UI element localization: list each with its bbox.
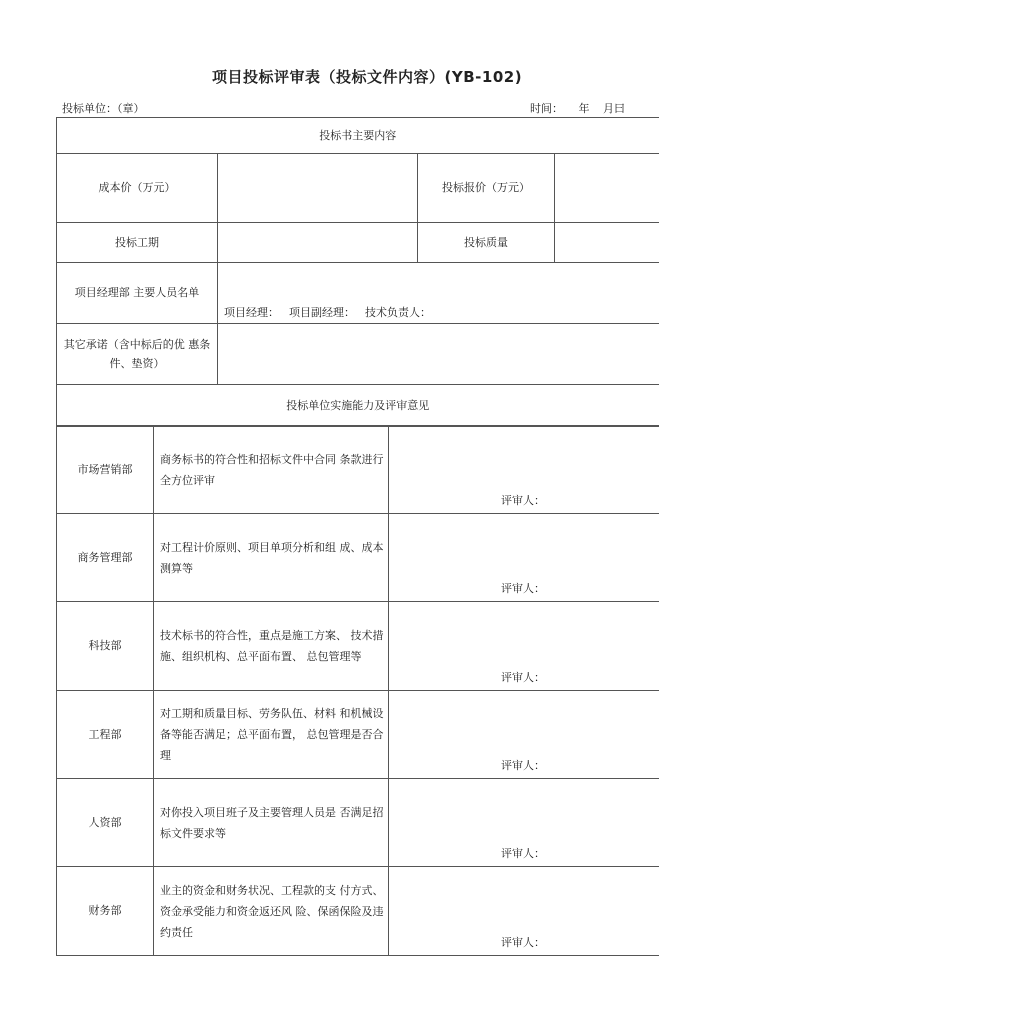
dept-desc: 业主的资金和财务状况、工程款的支 付方式、资金承受能力和资金返还风 险、保函保险及违约责任 <box>154 867 389 956</box>
reviewer-label: 评审人： <box>501 759 545 772</box>
reviewer-label: 评审人： <box>501 671 545 684</box>
reviewer-label: 评审人： <box>501 582 545 595</box>
quality-value-field[interactable] <box>555 223 659 263</box>
dept-label: 科技部 <box>57 602 154 691</box>
dept-label: 人资部 <box>57 779 154 867</box>
year-label: 年 <box>578 102 590 115</box>
table-row <box>57 426 659 514</box>
review-form-table <box>56 117 659 427</box>
dept-desc: 商务标书的符合性和招标文件中合同 条款进行全方位评审 <box>154 426 389 514</box>
reviewer-label: 评审人： <box>501 494 545 507</box>
period-label: 投标工期 <box>57 223 218 263</box>
review-opinion-field[interactable] <box>389 602 659 691</box>
table-row <box>57 514 659 602</box>
dept-desc: 技术标书的符合性，重点是施工方案、 技术措施、组织机构、总平面布置、 总包管理等 <box>154 602 389 691</box>
pm-label: 项目经理： <box>224 306 279 319</box>
review-opinion-field[interactable] <box>389 779 659 867</box>
dept-label: 工程部 <box>57 691 154 779</box>
section2-header: 投标单位实施能力及评审意见 <box>57 385 659 427</box>
period-value-field[interactable] <box>218 223 418 263</box>
review-opinion-field[interactable] <box>389 691 659 779</box>
table-row <box>57 691 659 779</box>
tech-lead-label: 技术负责人： <box>365 306 431 319</box>
review-opinion-field[interactable] <box>389 867 659 956</box>
deputy-pm-label: 项目副经理： <box>289 306 355 319</box>
bid-price-value-field[interactable] <box>555 154 659 223</box>
bidder-label: 投标单位：（章） <box>62 102 145 115</box>
other-commitments-label: 其它承诺（含中标后的优 惠条件、垫资） <box>57 324 218 385</box>
bid-price-label: 投标报价（万元） <box>418 154 555 223</box>
dept-label: 商务管理部 <box>57 514 154 602</box>
table-row <box>57 602 659 691</box>
page-title: 项目投标评审表（投标文件内容）(YB-102) <box>212 68 523 86</box>
review-opinion-field[interactable] <box>389 426 659 514</box>
monthday-label: 月曰 <box>603 102 625 115</box>
review-opinion-field[interactable] <box>389 514 659 602</box>
dept-desc: 对工期和质量目标、劳务队伍、材料 和机械设备等能否满足；总平面布置， 总包管理是否合理 <box>154 691 389 779</box>
personnel-label: 项目经理部 主要人员名单 <box>57 263 218 324</box>
dept-label: 市场营销部 <box>57 426 154 514</box>
table-row <box>57 867 659 956</box>
dept-desc: 对你投入项目班子及主要管理人员是 否满足招标文件要求等 <box>154 779 389 867</box>
time-label: 时间： <box>530 102 563 115</box>
reviewer-label: 评审人： <box>501 936 545 949</box>
quality-label: 投标质量 <box>418 223 555 263</box>
reviewer-label: 评审人： <box>501 847 545 860</box>
dept-label: 财务部 <box>57 867 154 956</box>
section1-header: 投标书主要内容 <box>57 118 659 154</box>
cost-label: 成本价（万元） <box>57 154 218 223</box>
other-commitments-field[interactable] <box>218 324 659 385</box>
table-row <box>57 779 659 867</box>
time-field <box>530 100 625 116</box>
personnel-field[interactable] <box>218 263 659 324</box>
dept-review-table <box>56 425 659 956</box>
cost-value-field[interactable] <box>218 154 418 223</box>
dept-desc: 对工程计价原则、项目单项分析和组 成、成本测算等 <box>154 514 389 602</box>
